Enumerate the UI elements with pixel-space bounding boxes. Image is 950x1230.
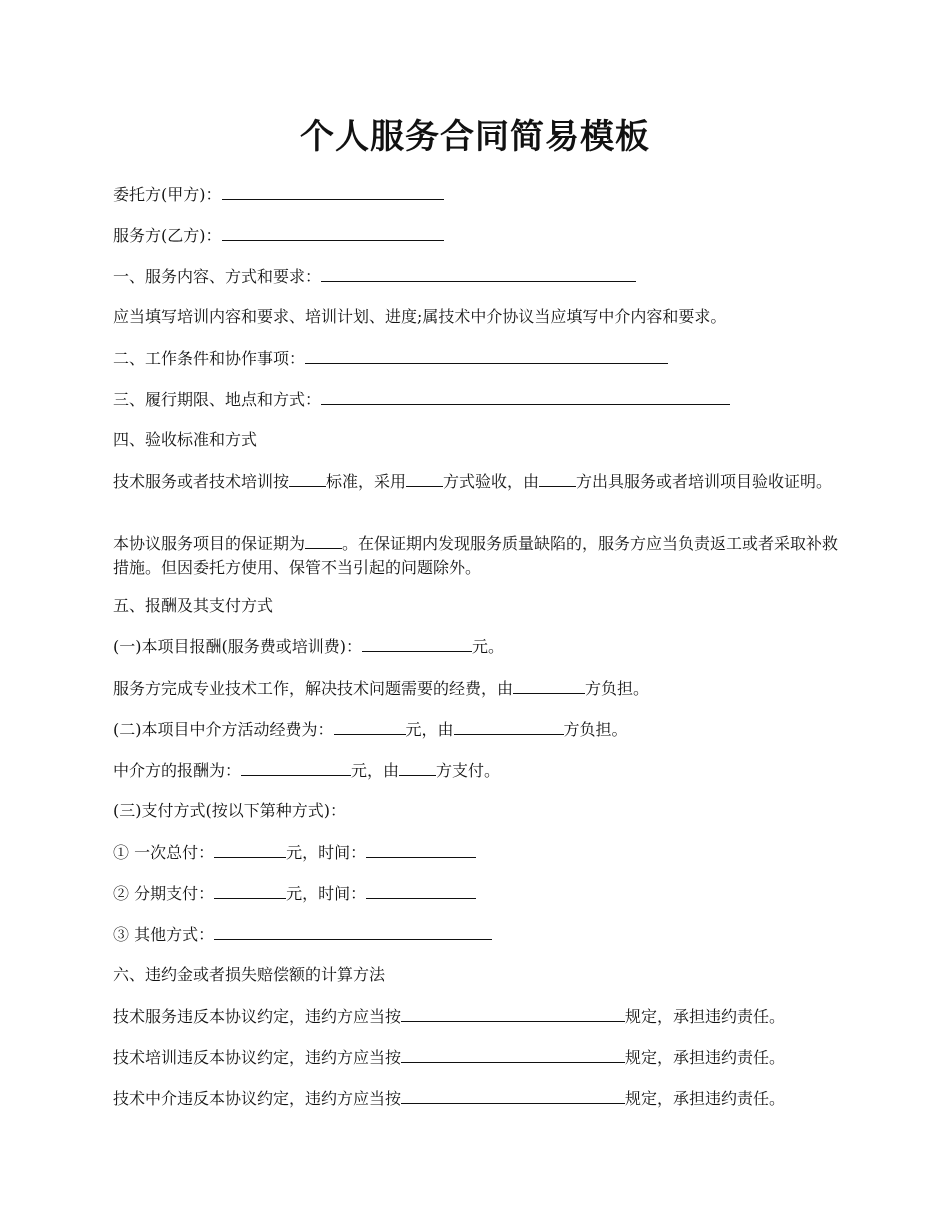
payment-option-3: ③ 其他方式： bbox=[113, 922, 853, 947]
provider-blank bbox=[222, 223, 444, 241]
section5-heading: 五、报酬及其支付方式 bbox=[113, 596, 274, 615]
expense-line: 服务方完成专业技术工作，解决技术问题需要的经费，由 方负担。 bbox=[113, 676, 853, 701]
section1-line bbox=[113, 264, 853, 289]
lump-sum-time-blank bbox=[366, 840, 476, 858]
acceptance-paragraph: 技术服务或者技术培训按 标准，采用 方式验收，由 方出具服务或者培训项目验收证明。 bbox=[113, 469, 853, 494]
penalty-agency-blank bbox=[401, 1086, 625, 1104]
section1-label: 一、服务内容、方式和要求： bbox=[113, 267, 322, 286]
warranty-paragraph: 本协议服务项目的保证期为 。在保证期内发现服务质量缺陷的，服务方应当负责返工或者采取补救措施。但因委托方使用、保管不当引起的问题除外。 bbox=[113, 531, 853, 580]
section4-heading: 四、验收标准和方式 bbox=[113, 430, 258, 449]
penalty-agency-line: 技术中介违反本协议约定，违约方应当按 规定，承担违约责任。 bbox=[113, 1086, 853, 1111]
lump-sum-amount-blank bbox=[214, 840, 286, 858]
section3-line bbox=[113, 387, 853, 412]
penalty-service-blank bbox=[401, 1004, 625, 1022]
fee-blank bbox=[362, 634, 472, 652]
penalty-service-line: 技术服务违反本协议约定，违约方应当按 规定，承担违约责任。 bbox=[113, 1004, 853, 1029]
section6-heading: 六、违约金或者损失赔偿额的计算方法 bbox=[113, 965, 386, 984]
client-line bbox=[113, 182, 853, 207]
section2-blank bbox=[305, 346, 668, 364]
method-blank bbox=[406, 469, 443, 487]
client-label: 委托方(甲方)： bbox=[113, 185, 222, 204]
payment-option-2: ② 分期支付： 元，时间： bbox=[113, 881, 853, 906]
page-title: 个人服务合同简易模板 bbox=[300, 117, 650, 157]
agency-pay-blank bbox=[241, 758, 351, 776]
section2-label: 二、工作条件和协作事项： bbox=[113, 349, 306, 368]
party-blank bbox=[539, 469, 576, 487]
section3-label: 三、履行期限、地点和方式： bbox=[113, 390, 322, 409]
section3-blank bbox=[321, 387, 730, 405]
payment-method-line: (三)支付方式(按以下第种方式)： bbox=[113, 801, 346, 820]
payment-option-1: ① 一次总付： 元，时间： bbox=[113, 840, 853, 865]
section1-note: 应当填写培训内容和要求、培训计划、进度;属技术中介协议当应填写中介内容和要求。 bbox=[113, 307, 727, 326]
provider-line bbox=[113, 223, 853, 248]
expense-blank bbox=[513, 676, 585, 694]
agency-fee-blank bbox=[334, 717, 406, 735]
provider-label: 服务方(乙方)： bbox=[113, 226, 222, 245]
other-method-blank bbox=[214, 922, 492, 940]
warranty-blank bbox=[305, 531, 342, 549]
installment-time-blank bbox=[366, 881, 476, 899]
fee-line: (一)本项目报酬(服务费或培训费)： 元。 bbox=[113, 634, 853, 659]
section1-blank bbox=[321, 264, 636, 282]
penalty-training-line: 技术培训违反本协议约定，违约方应当按 规定，承担违约责任。 bbox=[113, 1045, 853, 1070]
agency-pay-line: 中介方的报酬为： 元，由 方支付。 bbox=[113, 758, 853, 783]
client-blank bbox=[222, 182, 444, 200]
agency-pay-party-blank bbox=[399, 758, 436, 776]
standard-blank bbox=[289, 469, 326, 487]
agency-fee-party-blank bbox=[454, 717, 564, 735]
penalty-training-blank bbox=[401, 1045, 625, 1063]
installment-amount-blank bbox=[214, 881, 286, 899]
agency-fee-line: (二)本项目中介方活动经费为： 元，由 方负担。 bbox=[113, 717, 853, 742]
section2-line bbox=[113, 346, 853, 371]
